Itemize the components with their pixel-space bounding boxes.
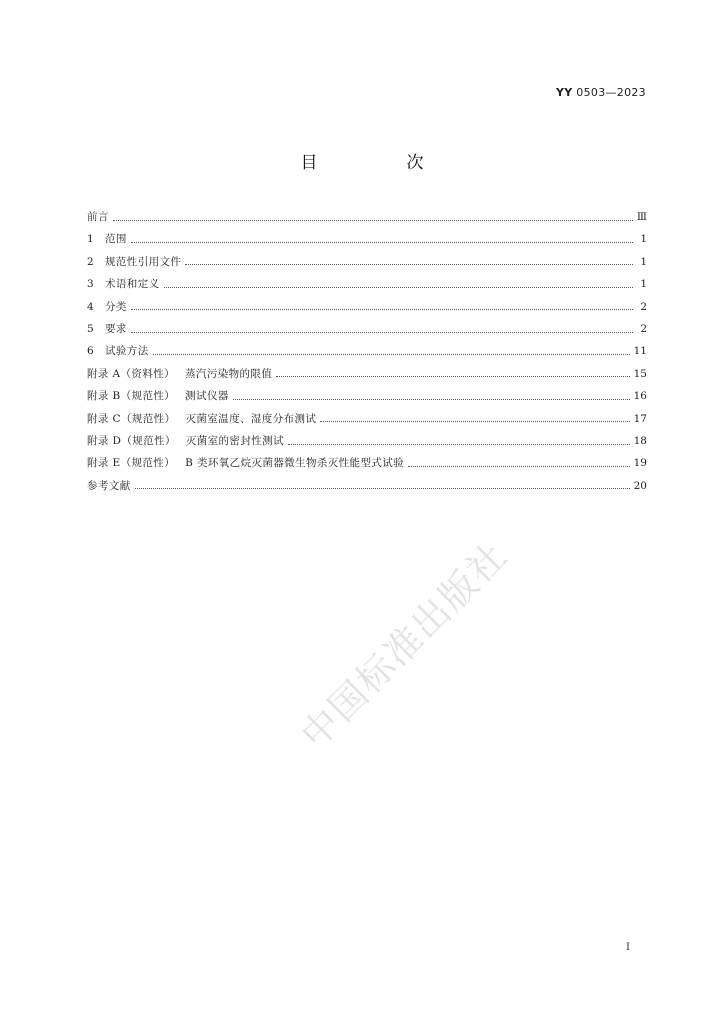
table-of-contents — [87, 206, 647, 497]
toc-entry-appendix-b[interactable] — [87, 385, 647, 407]
toc-leader-dots — [131, 309, 633, 310]
toc-entry-page: 11 — [633, 345, 647, 358]
toc-entry-label: 要求 — [105, 322, 127, 335]
toc-entry-label: 前言 — [87, 211, 109, 223]
toc-entry-number: 4 — [87, 300, 94, 313]
toc-entry-appendix-prefix: 附录 A（资料性） — [87, 367, 176, 380]
toc-entry-page: 1 — [640, 278, 647, 291]
toc-entry-label: 试验方法 — [105, 345, 149, 358]
toc-entry-appendix-prefix: 附录 D（规范性） — [87, 434, 176, 447]
toc-entry-label: 灭菌室温度、湿度分布测试 — [185, 412, 317, 425]
toc-entry-number: 3 — [87, 278, 94, 291]
document-code — [556, 86, 646, 99]
toc-entry-label: B 类环氧乙烷灭菌器微生物杀灭性能型式试验 — [185, 457, 405, 470]
toc-entry-label: 规范性引用文件 — [105, 255, 182, 268]
toc-leader-dots — [233, 399, 630, 400]
toc-leader-dots — [276, 376, 629, 377]
toc-entry-number: 2 — [87, 255, 94, 268]
toc-entry-page: 15 — [633, 367, 647, 380]
toc-entry-label: 蒸汽污染物的限值 — [185, 367, 273, 380]
toc-leader-dots — [131, 242, 633, 243]
toc-entry-appendix-prefix: 附录 C（规范性） — [87, 412, 176, 425]
toc-entry-label: 术语和定义 — [105, 278, 160, 291]
toc-entry-page: 17 — [633, 412, 647, 425]
toc-entry-label: 分类 — [105, 300, 127, 313]
toc-entry-page: 20 — [633, 479, 647, 492]
toc-leader-dots — [185, 264, 633, 265]
toc-leader-dots — [153, 354, 630, 355]
toc-entry-appendix-d[interactable] — [87, 430, 647, 452]
toc-entry-label: 测试仪器 — [185, 390, 229, 403]
toc-entry-page: 1 — [640, 255, 647, 268]
document-code-number: 0503—2023 — [576, 86, 646, 99]
toc-leader-dots — [164, 287, 634, 288]
toc-entry-appendix-c[interactable] — [87, 408, 647, 430]
toc-entry-label: 参考文献 — [87, 479, 131, 492]
toc-entry-page: 19 — [633, 457, 647, 470]
toc-entry-page: 2 — [640, 322, 647, 335]
toc-entry-number: 1 — [87, 233, 94, 246]
toc-leader-dots — [113, 220, 633, 221]
toc-entry-appendix-prefix: 附录 B（规范性） — [87, 390, 176, 403]
toc-entry-5[interactable] — [87, 318, 647, 340]
toc-leader-dots — [288, 444, 630, 445]
toc-entry-page: 1 — [640, 233, 647, 246]
toc-entry-1[interactable] — [87, 228, 647, 250]
toc-entry-appendix-a[interactable] — [87, 363, 647, 385]
toc-entry-page: 16 — [633, 390, 647, 403]
toc-leader-dots — [320, 421, 629, 422]
toc-entry-foreword[interactable] — [87, 206, 647, 228]
toc-entry-number: 5 — [87, 322, 94, 335]
toc-entry-page: Ⅲ — [636, 211, 647, 223]
document-code-prefix: YY — [555, 86, 573, 99]
toc-entry-6[interactable] — [87, 340, 647, 362]
toc-entry-appendix-e[interactable] — [87, 452, 647, 474]
toc-leader-dots — [131, 332, 633, 333]
page-number: I — [626, 942, 630, 953]
toc-entry-3[interactable] — [87, 273, 647, 295]
toc-entry-appendix-prefix: 附录 E（规范性） — [87, 457, 176, 470]
toc-leader-dots — [408, 466, 630, 467]
toc-entry-number: 6 — [87, 345, 94, 358]
toc-entry-label: 灭菌室的密封性测试 — [185, 434, 284, 447]
toc-entry-bibliography[interactable] — [87, 475, 647, 497]
toc-entry-page: 2 — [640, 300, 647, 313]
toc-entry-label: 范围 — [105, 233, 127, 246]
toc-entry-4[interactable] — [87, 296, 647, 318]
toc-leader-dots — [135, 488, 630, 489]
toc-entry-page: 18 — [633, 434, 647, 447]
publisher-watermark: 中国标准出版社 — [292, 533, 517, 758]
toc-entry-2[interactable] — [87, 251, 647, 273]
page-title: 目 次 — [300, 153, 460, 173]
